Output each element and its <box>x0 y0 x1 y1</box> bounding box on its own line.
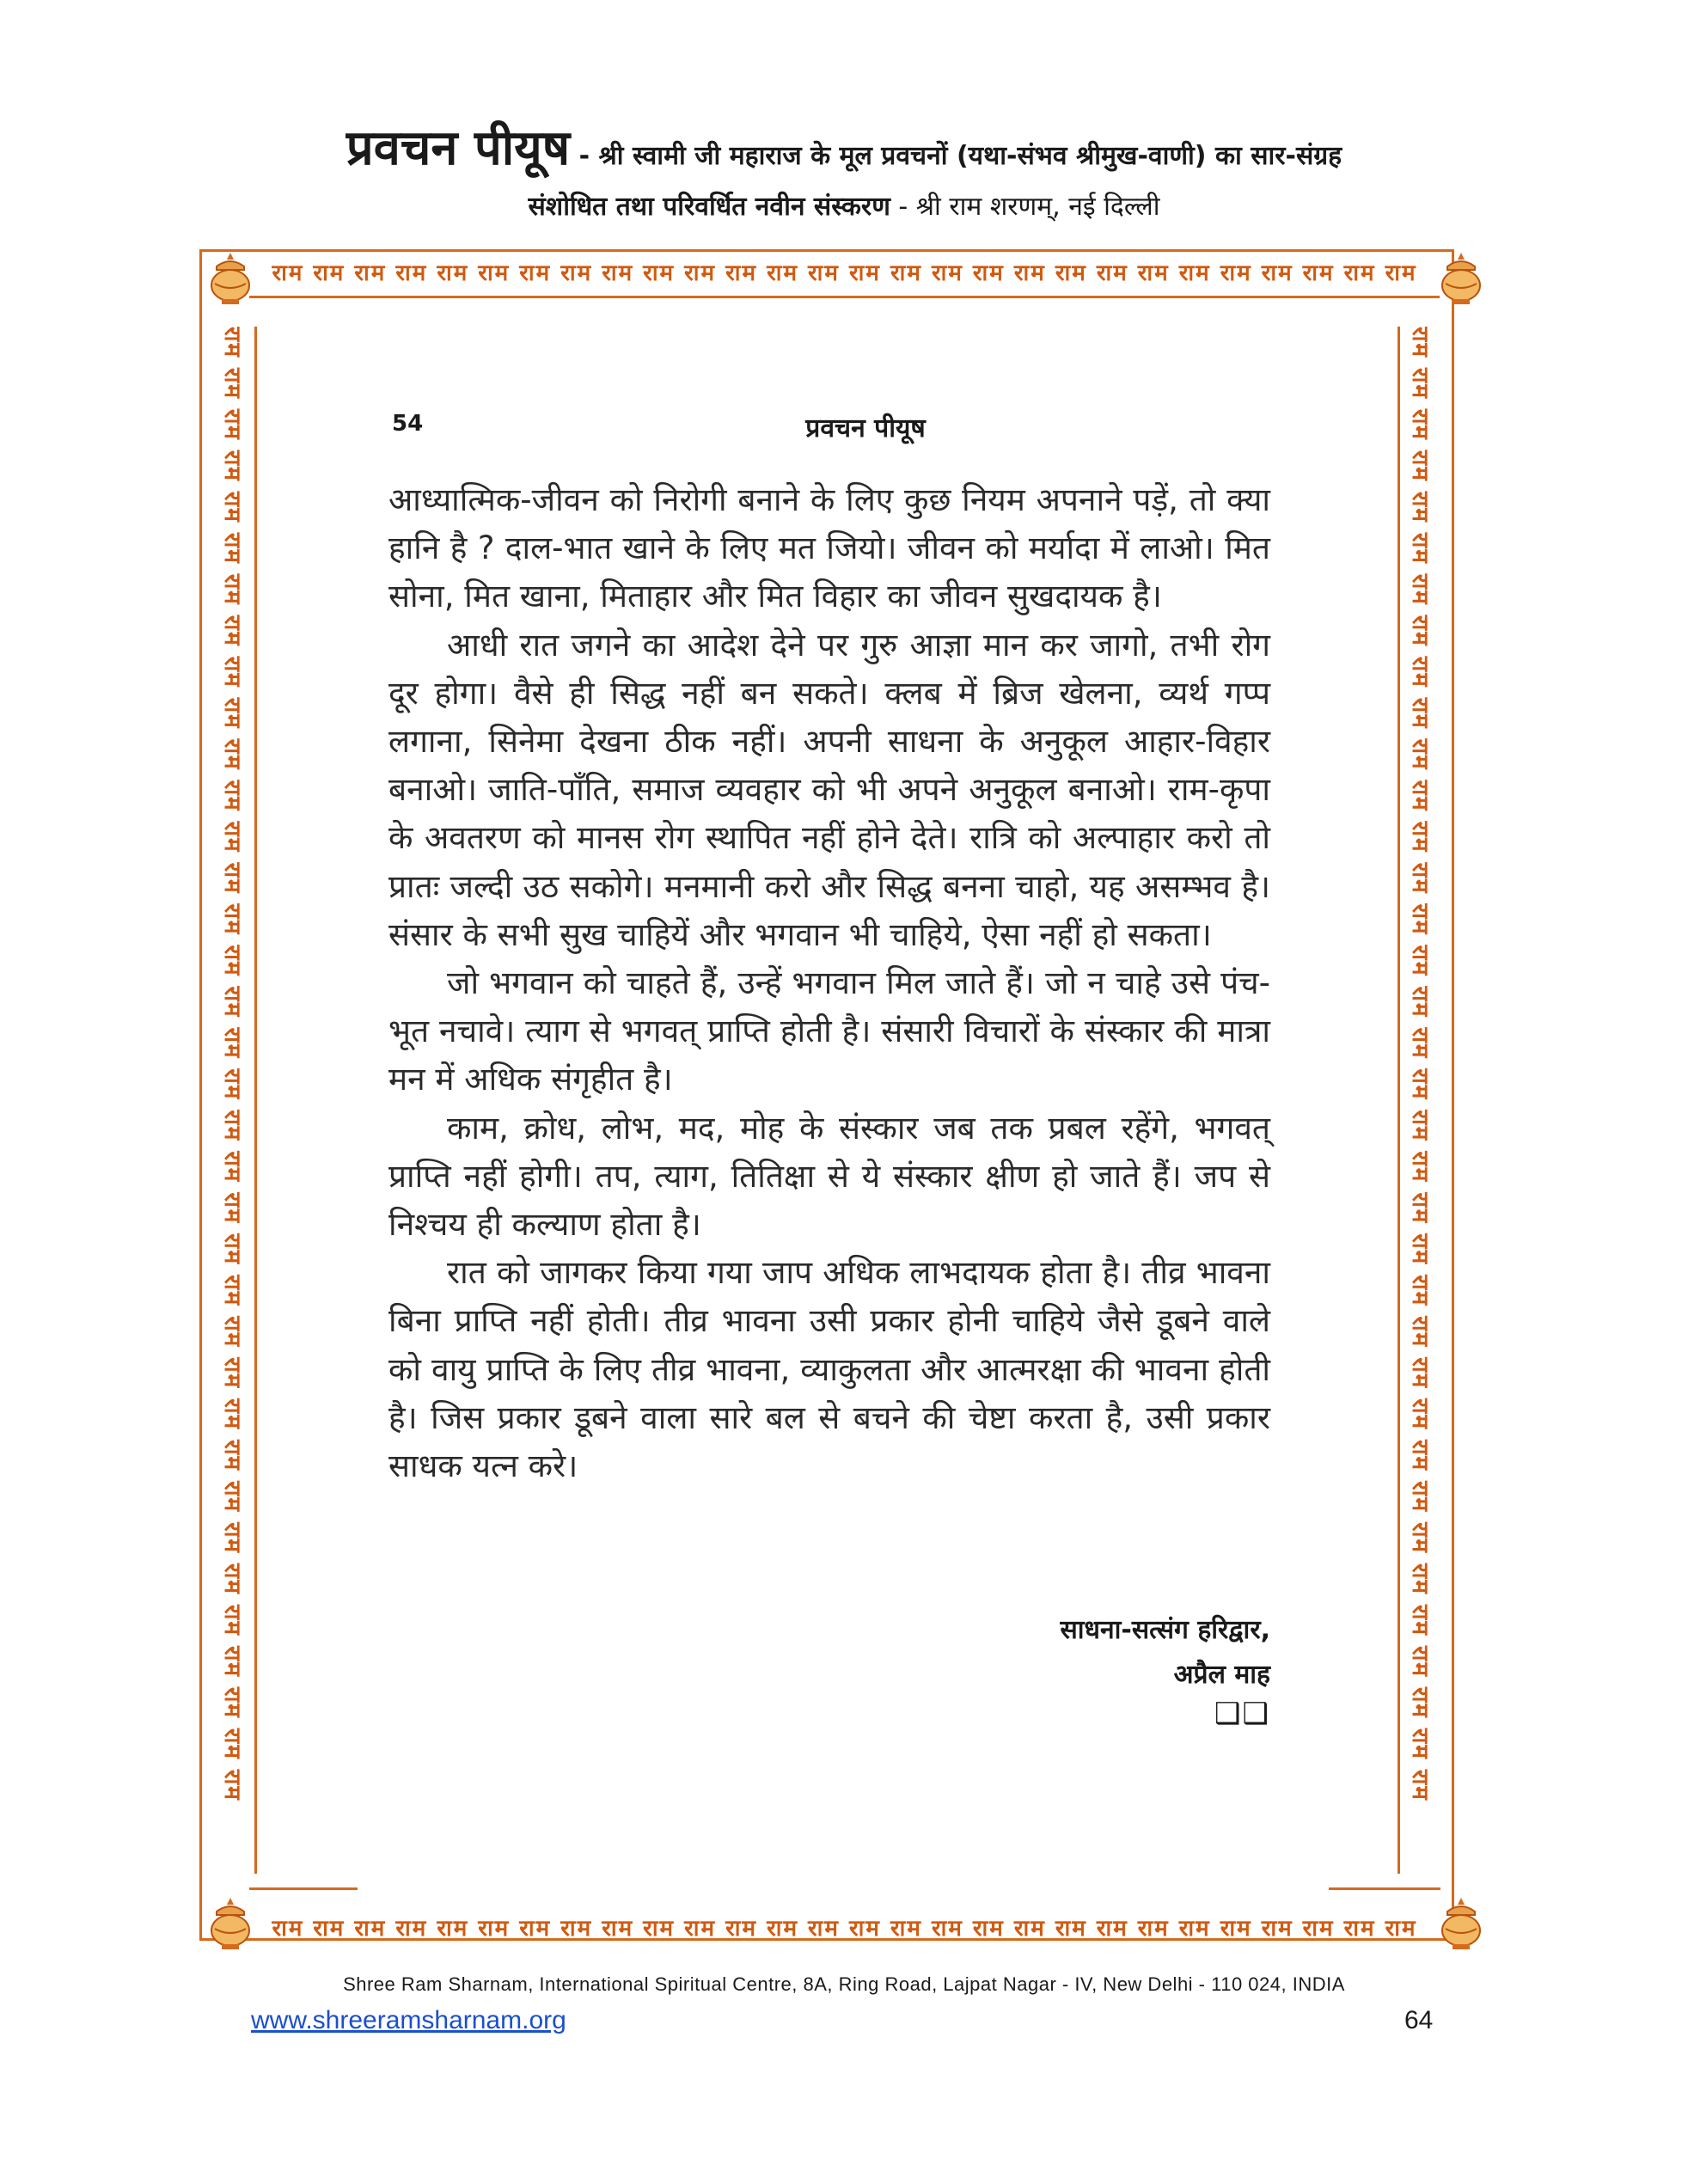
paragraph: आधी रात जगने का आदेश देने पर गुरु आज्ञा मान कर जागो, तभी रोग दूर होगा। वैसे ही सिद्ध नहीं बन सकते। क्लब में ब्रिज खेलना, व्यर्थ गप्प लगाना, सिनेमा देखना ठीक नहीं। अपनी साधना के अनुकूल आहार-विहार बनाओ। जाति-पाँति, समाज व्यवहार को भी अपने अनुकूल बनाओ। राम-कृपा के अवतरण को मानस रोग स्थापित नहीं होने देते। रात्रि को अल्पाहार करो तो प्रातः जल्दी उठ सकोगे। मनमानी करो और सिद्ध बनना चाहो, यह असम्भव है। संसार के सभी सुख चाहियें और भगवान भी चाहिये, ऐसा नहीं हो सकता। <box>388 626 1270 953</box>
paragraph: रात को जागकर किया गया जाप अधिक लाभदायक होता है। तीव्र भावना बिना प्राप्ति नहीं होती। तीव्र भावना उसी प्रकार होनी चाहिये जैसे डूबने वाले को वायु प्राप्ति के लिए तीव्र भावना, व्याकुलता और आत्मरक्षा की भावना होती है। जिस प्रकार डूबने वाला सारे बल से बचने की चेष्टा करता है, उसी प्रकार साधक यत्न करे। <box>388 1254 1270 1485</box>
document-title <box>0 113 1688 179</box>
border-right-ram-text: राम राम राम राम राम राम राम राम राम राम राम राम राम राम राम राम राम राम राम राम राम राम राम राम राम राम राम राम राम राम राम राम राम राम राम राम <box>1407 327 1433 1802</box>
paragraph: जो भगवान को चाहते हैं, उन्हें भगवान मिल जाते हैं। जो न चाहे उसे पंच-भूत नचावे। त्याग से भगवत् प्राप्ति होती है। संसारी विचारों के संस्कार की मात्रा मन में अधिक संगृहीत है। <box>388 964 1270 1098</box>
border-left-rule <box>254 327 257 1874</box>
footer-address: Shree Ram Sharnam, International Spiritual Centre, 8A, Ring Road, Lajpat Nagar - IV, New Delhi - 110 024, INDIA <box>343 1973 1345 1995</box>
border-left-ram-text: राम राम राम राम राम राम राम राम राम राम राम राम राम राम राम राम राम राम राम राम राम राम राम राम राम राम राम राम राम राम राम राम राम राम राम राम <box>219 327 245 1802</box>
scan-page-number: 54 <box>392 411 424 437</box>
border-top-rule <box>249 296 1440 298</box>
document-subtitle <box>0 187 1688 223</box>
edition-label: संशोधित तथा परिवर्धित नवीन संस्करण <box>528 192 890 222</box>
scan-running-head: प्रवचन पीयूष <box>805 413 926 444</box>
signature-place: साधना-सत्संग हरिद्वार, <box>1060 1615 1270 1645</box>
title-main: प्रवचन पीयूष <box>346 120 571 176</box>
border-top-ram-text: राम राम राम राम राम राम राम राम राम राम राम राम राम राम राम राम राम राम राम राम राम राम राम राम राम राम राम राम <box>272 260 1417 286</box>
paragraph: काम, क्रोध, लोभ, मद, मोह के संस्कार जब तक प्रबल रहेंगे, भगवत् प्राप्ति नहीं होगी। तप, त्याग, तितिक्षा से ये संस्कार क्षीण हो जाते हैं। जप से निश्चय ही कल्याण होता है। <box>388 1109 1270 1244</box>
signature-month: अप्रैल माह <box>1173 1660 1270 1690</box>
end-mark-icon: ❑❑ <box>1214 1697 1270 1731</box>
footer-page-number: 64 <box>1404 2006 1434 2034</box>
kalash-ornament-icon <box>205 1894 256 1951</box>
paragraph: आध्यात्मिक-जीवन को निरोगी बनाने के लिए कुछ नियम अपनाने पड़ें, तो क्या हानि है ? दाल-भात खाने के लिए मत जियो। जीवन को मर्यादा में लाओ। मित सोना, मित खाना, मिताहार और मित विहार का जीवन सुखदायक है। <box>388 481 1270 615</box>
border-bottom-rule-left <box>249 1887 358 1890</box>
body-text <box>388 476 1270 1490</box>
border-bottom-rule-right <box>1329 1887 1440 1890</box>
kalash-ornament-icon <box>1435 249 1487 306</box>
website-link[interactable]: www.shreeramsharnam.org <box>251 2006 566 2034</box>
border-right-rule <box>1397 327 1400 1874</box>
border-bottom-ram-text: राम राम राम राम राम राम राम राम राम राम राम राम राम राम राम राम राम राम राम राम राम राम राम राम राम राम राम राम <box>272 1916 1417 1942</box>
kalash-ornament-icon <box>205 249 256 306</box>
title-description: - श्री स्वामी जी महाराज के मूल प्रवचनों (यथा-संभव श्रीमुख-वाणी) का सार-संग्रह <box>570 141 1342 171</box>
publisher-label: - श्री राम शरणम्, नई दिल्ली <box>890 192 1160 222</box>
kalash-ornament-icon <box>1435 1894 1487 1951</box>
